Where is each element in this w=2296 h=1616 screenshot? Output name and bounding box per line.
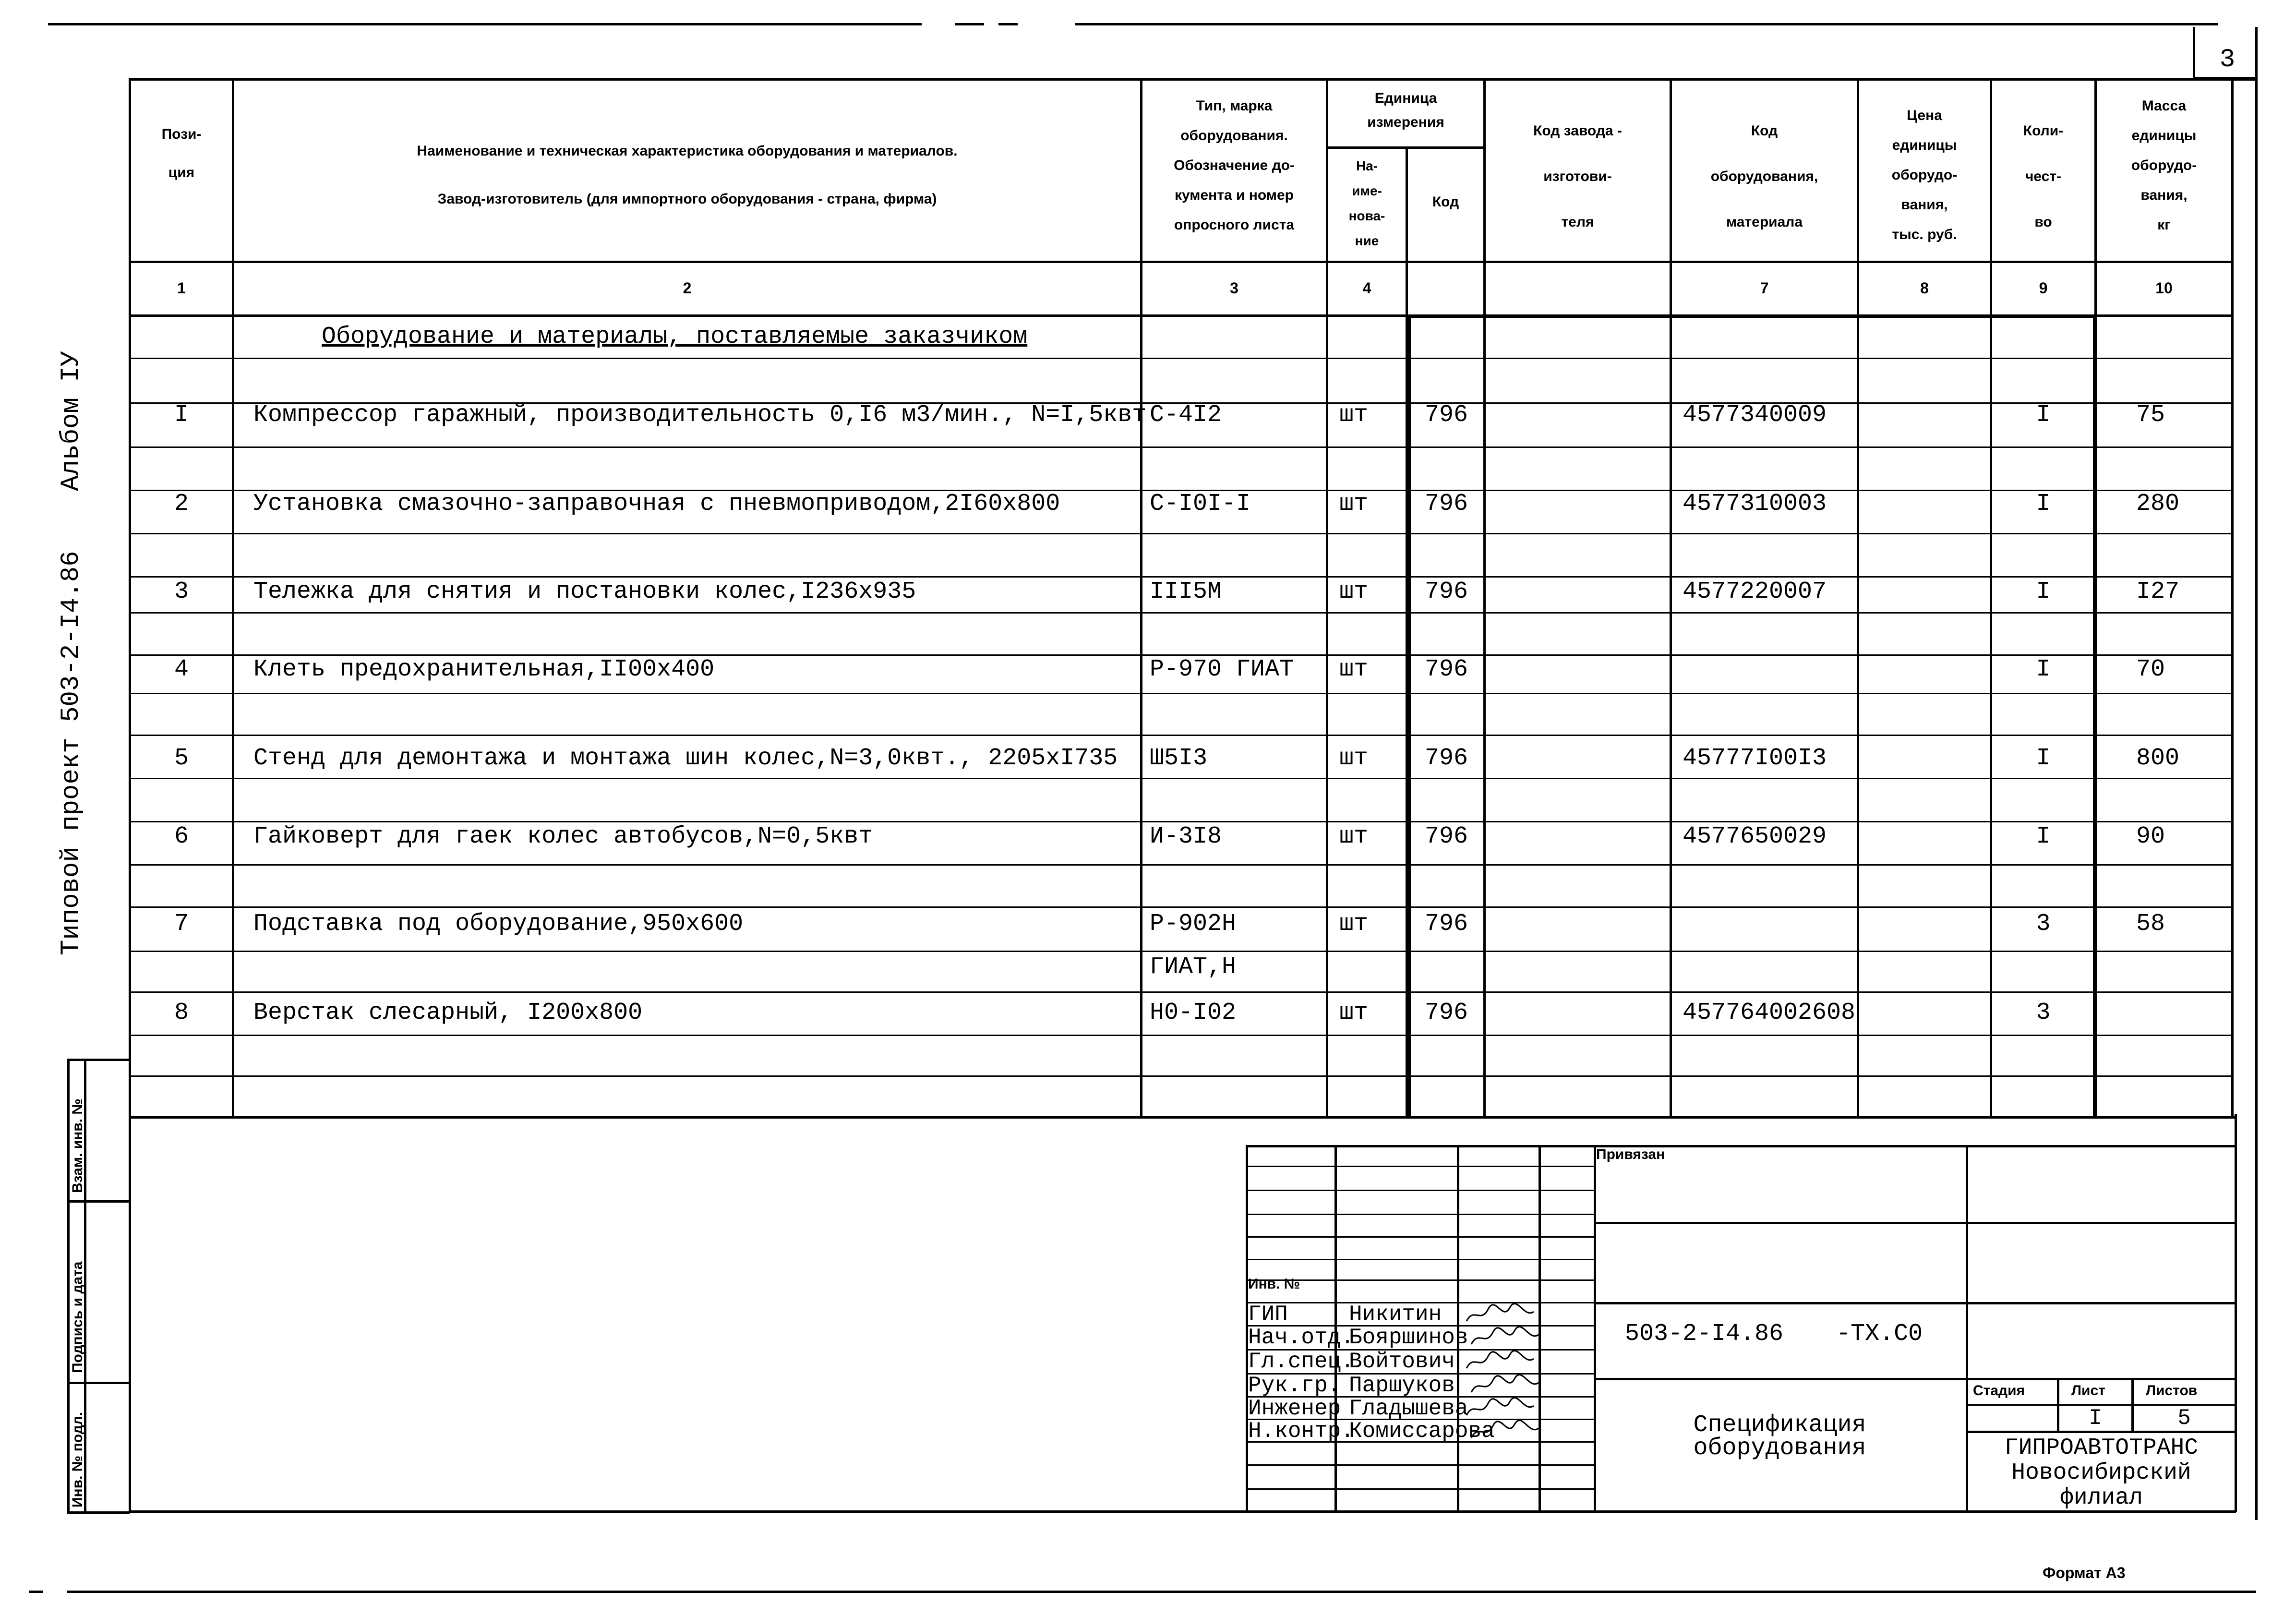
cell-name: Компрессор гаражный, производительность 0,I6 м3/мин., N=I,5квт [253, 401, 1147, 429]
cell-mass: 70 [2136, 656, 2165, 683]
header-position [131, 115, 232, 192]
doc-code [1625, 1320, 1923, 1348]
signature-mark [1464, 1396, 1536, 1420]
header-mass [2097, 91, 2231, 240]
cell-unit-code: 796 [1425, 745, 1468, 772]
stamp-inv-original: Инв. № подл. [70, 1411, 85, 1507]
header-quantity-line1: Коли- [2023, 123, 2064, 139]
signature-mark [1469, 1325, 1541, 1349]
header-unit-name-line3: нова- [1348, 208, 1385, 223]
staff-name: Бояршинов [1349, 1325, 1468, 1350]
colnum-4: 4 [1362, 279, 1371, 297]
header-type-line1: Тип, марка [1196, 98, 1273, 114]
header-unit-group-line2: измерения [1367, 114, 1444, 130]
colnum-1: 1 [177, 279, 186, 297]
cell-name: Клеть предохранительная,II00х400 [253, 656, 715, 683]
cell-unit: шт [1339, 745, 1369, 772]
header-price-line3: оборудо- [1891, 167, 1958, 183]
header-type [1142, 91, 1326, 240]
cell-unit-code: 796 [1425, 401, 1468, 429]
cell-code: 4577340009 [1683, 401, 1827, 429]
cell-name: Подставка под оборудование,950х600 [253, 910, 744, 938]
signature-mark [1469, 1373, 1541, 1397]
header-unit-name [1328, 154, 1406, 253]
colnum-9: 9 [2039, 279, 2048, 297]
side-title [57, 351, 86, 955]
cell-unit-code: 796 [1425, 910, 1468, 938]
header-mass-line3: оборудо- [2131, 157, 2197, 173]
header-price [1859, 101, 1990, 250]
cell-unit: шт [1339, 999, 1369, 1026]
cell-unit: шт [1339, 656, 1369, 683]
header-quantity-line3: во [2034, 214, 2052, 230]
side-title-album: Альбом IУ [57, 350, 86, 491]
cell-qty: I [2036, 823, 2051, 850]
cell-pos: I [174, 401, 189, 429]
cell-mass: 280 [2136, 490, 2180, 518]
signature-mark [1464, 1349, 1536, 1373]
cell-name: Установка смазочно-заправочная с пневмоприводом,2I60х800 [253, 490, 1060, 518]
cell-qty: I [2036, 656, 2051, 683]
staff-role: Гл.спец. [1248, 1349, 1354, 1374]
header-mass-line4: вания, [2140, 187, 2188, 203]
header-mass-line5: кг [2157, 217, 2171, 233]
cell-code: 45777I00I3 [1683, 745, 1827, 772]
cell-pos: 6 [174, 823, 189, 850]
doc-title-line2: оборудования [1693, 1435, 1866, 1462]
header-type-line5: опросного листа [1174, 217, 1295, 233]
cell-unit: шт [1339, 910, 1369, 938]
organization [1968, 1435, 2235, 1510]
staff-role: Инженер [1248, 1396, 1341, 1421]
doc-title-line1: Спецификация [1693, 1411, 1866, 1439]
staff-name: Войтович [1349, 1349, 1455, 1374]
header-type-line2: оборудования. [1180, 128, 1288, 144]
cell-qty: I [2036, 490, 2051, 518]
cell-type: Н0-I02 [1150, 999, 1237, 1026]
colnum-2: 2 [683, 279, 692, 297]
header-equipment-code-line1: Код [1751, 123, 1778, 139]
cell-type: С-I0I-I [1150, 490, 1251, 518]
cell-unit-code: 796 [1425, 656, 1468, 683]
header-type-line3: Обозначение до- [1174, 157, 1295, 173]
organization-line2: Новосибирский [2011, 1460, 2191, 1486]
cell-code: 4577650029 [1683, 823, 1827, 850]
cell-unit: шт [1339, 823, 1369, 850]
colnum-7: 7 [1760, 279, 1769, 297]
cell-code: 457764002608 [1683, 999, 1856, 1026]
staff-name: Комиссарова [1349, 1419, 1495, 1444]
staff-name: Никитин [1349, 1302, 1442, 1327]
staff-role: ГИП [1248, 1302, 1288, 1327]
cell-type: С-4I2 [1150, 401, 1222, 429]
cell-code: 4577310003 [1683, 490, 1827, 518]
header-price-line1: Цена [1907, 108, 1942, 123]
header-position-line2: ция [168, 165, 195, 181]
colnum-3: 3 [1230, 279, 1238, 297]
stage-label: Стадия [1973, 1383, 2025, 1399]
doc-title [1596, 1411, 1963, 1462]
cell-mass: I27 [2136, 578, 2180, 605]
format-label: Формат А3 [2043, 1564, 2126, 1581]
cell-name: Верстак слесарный, I200х800 [253, 999, 643, 1026]
cell-pos: 4 [174, 656, 189, 683]
stamp-replace-inv: Взам. инв. № [70, 1098, 85, 1193]
cell-unit: шт [1339, 490, 1369, 518]
header-price-line5: тыс. руб. [1892, 227, 1957, 242]
colnum-10: 10 [2155, 279, 2173, 297]
doc-code-number: 503-2-I4.86 [1625, 1320, 1784, 1348]
staff-name: Гладышева [1349, 1396, 1468, 1421]
header-unit-name-line4: ние [1355, 233, 1379, 248]
header-mass-line2: единицы [2131, 128, 2197, 144]
header-unit-group-line1: Единица [1374, 90, 1437, 106]
sheets-value: 5 [2177, 1406, 2191, 1431]
header-unit-name-line2: име- [1352, 183, 1382, 198]
header-name-line1: Наименование и техническая характеристика оборудования и материалов. [417, 143, 958, 159]
colnum-8: 8 [1920, 279, 1929, 297]
cell-pos: 7 [174, 910, 189, 938]
staff-role: Нач.отд. [1248, 1325, 1354, 1350]
cell-unit-code: 796 [1425, 490, 1468, 518]
cell-type-line2: ГИАТ,Н [1150, 953, 1237, 981]
cell-type: III5М [1150, 578, 1222, 605]
header-factory-code-line2: изготови- [1543, 169, 1612, 184]
cell-qty: I [2036, 401, 2051, 429]
sheet-number: 3 [2219, 45, 2236, 74]
sheet-label: Лист [2071, 1383, 2105, 1399]
header-unit-group [1328, 86, 1483, 134]
organization-line1: ГИПРОАВТОТРАНС [2004, 1435, 2199, 1461]
header-type-line4: кумента и номер [1174, 187, 1294, 203]
staff-name: Паршуков [1349, 1373, 1455, 1398]
cell-mass: 58 [2136, 910, 2165, 938]
header-name [234, 127, 1140, 223]
cell-mass: 75 [2136, 401, 2165, 429]
side-title-project: Типовой проект 503-2-I4.86 [57, 551, 86, 955]
cell-pos: 3 [174, 578, 189, 605]
header-name-line2: Завод-изготовитель (для импортного оборудования - страна, фирма) [437, 191, 937, 207]
header-mass-line1: Масса [2141, 98, 2187, 114]
cell-name: Стенд для демонтажа и монтажа шин колес,N=3,0квт., 2205хI735 [253, 745, 1118, 772]
section-title: Оборудование и материалы, поставляемые заказчиком [322, 323, 1028, 350]
staff-role: Н.контр. [1248, 1419, 1354, 1444]
cell-pos: 8 [174, 999, 189, 1026]
header-equipment-code [1672, 108, 1857, 245]
cell-name: Гайковерт для гаек колес автобусов,N=0,5квт [253, 823, 873, 850]
header-price-line4: вания, [1901, 197, 1948, 213]
signature-mark [1469, 1419, 1541, 1443]
cell-qty: I [2036, 745, 2051, 772]
sheets-label: Листов [2146, 1383, 2198, 1399]
sheet-value: I [2089, 1406, 2102, 1431]
header-unit-code: Код [1432, 194, 1459, 210]
cell-type: Р-902Н [1150, 910, 1237, 938]
header-equipment-code-line3: материала [1726, 214, 1803, 230]
cell-type: Р-970 ГИАТ [1150, 656, 1294, 683]
header-factory-code [1486, 108, 1670, 245]
cell-unit-code: 796 [1425, 999, 1468, 1026]
inv-no-label: Инв. № [1248, 1276, 1300, 1292]
cell-qty: 3 [2036, 910, 2051, 938]
cell-type: Ш5I3 [1150, 745, 1208, 772]
privyazan-label: Привязан [1596, 1146, 1665, 1162]
header-factory-code-line1: Код завода - [1533, 123, 1622, 139]
header-position-line1: Пози- [161, 126, 202, 142]
doc-code-suffix: -ТХ.С0 [1836, 1320, 1923, 1348]
header-price-line2: единицы [1892, 137, 1957, 153]
cell-unit: шт [1339, 578, 1369, 605]
staff-role: Рук.гр. [1248, 1373, 1341, 1398]
cell-unit: шт [1339, 401, 1369, 429]
cell-mass: 90 [2136, 823, 2165, 850]
cell-type: И-3I8 [1150, 823, 1222, 850]
cell-pos: 2 [174, 490, 189, 518]
cell-mass: 800 [2136, 745, 2180, 772]
organization-line3: филиал [2060, 1485, 2143, 1511]
header-equipment-code-line2: оборудования, [1710, 169, 1818, 184]
stamp-signature-date: Подпись и дата [70, 1261, 85, 1373]
cell-qty: 3 [2036, 999, 2051, 1026]
cell-name: Тележка для снятия и постановки колес,I236х935 [253, 578, 916, 605]
cell-qty: I [2036, 578, 2051, 605]
cell-code: 4577220007 [1683, 578, 1827, 605]
cell-pos: 5 [174, 745, 189, 772]
header-factory-code-line3: теля [1561, 214, 1594, 230]
cell-unit-code: 796 [1425, 823, 1468, 850]
signature-mark [1464, 1302, 1536, 1326]
header-quantity [1992, 108, 2094, 245]
cell-unit-code: 796 [1425, 578, 1468, 605]
header-unit-name-line1: На- [1356, 158, 1378, 173]
header-quantity-line2: чест- [2025, 169, 2062, 184]
